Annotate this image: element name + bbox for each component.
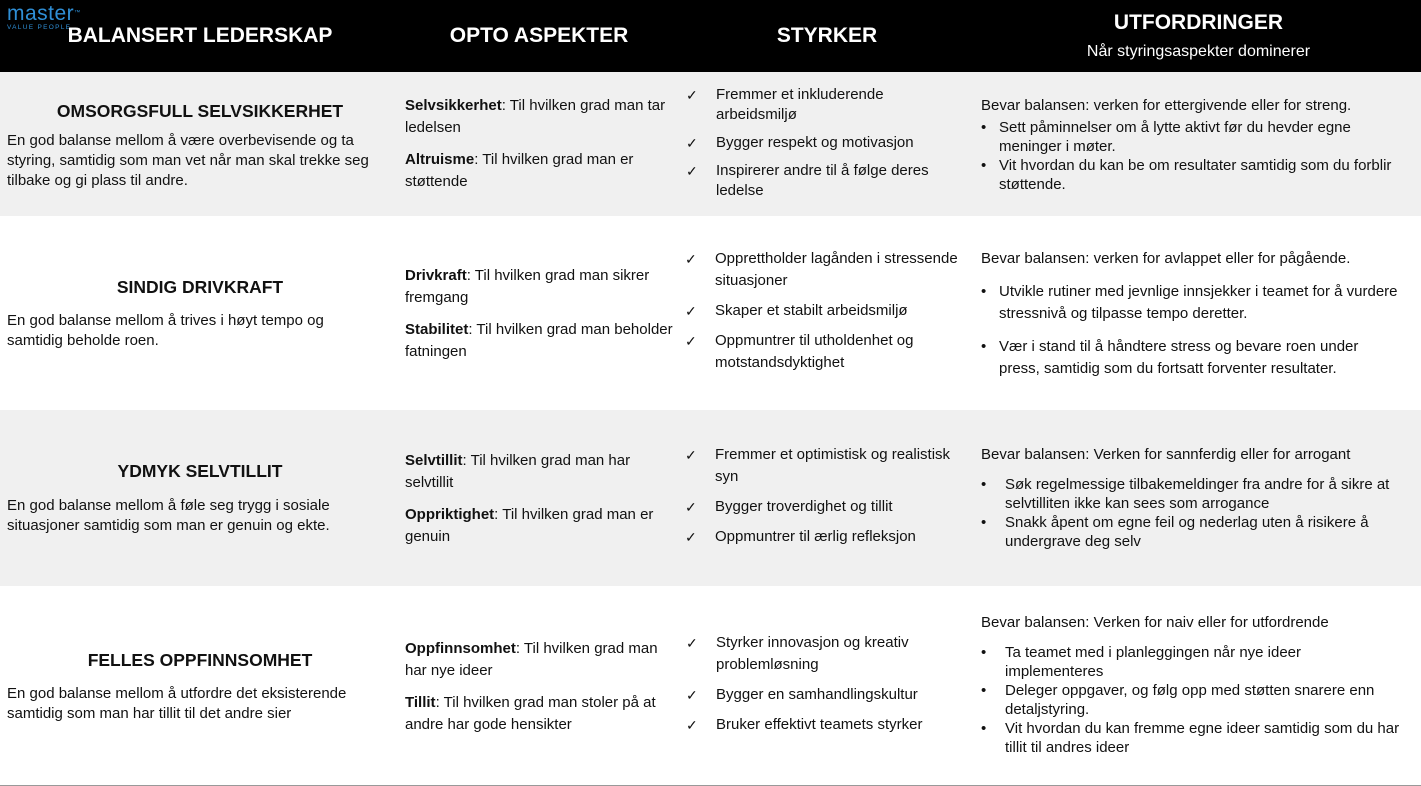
bullet-icon: • bbox=[981, 283, 987, 300]
strength-text: Fremmer et optimistisk og realistisk syn bbox=[715, 446, 951, 485]
challenge-item bbox=[981, 281, 1401, 325]
challenge-item bbox=[981, 513, 1401, 551]
strength-text: Bygger troverdighet og tillit bbox=[715, 498, 893, 515]
aspect-text: : Til hvilken grad man tar ledelsen bbox=[405, 97, 666, 136]
table-row bbox=[0, 410, 1421, 586]
strength-text: Skaper et stabilt arbeidsmiljø bbox=[715, 302, 908, 319]
strength-item bbox=[685, 330, 965, 374]
challenge-lead: Bevar balansen: verken for avlappet eller for pågående. bbox=[981, 250, 1351, 267]
bullet-icon: • bbox=[981, 338, 987, 355]
header-col4-label: UTFORDRINGER bbox=[1113, 11, 1284, 34]
header-utfordringer bbox=[976, 0, 1421, 72]
bullet-icon: • bbox=[981, 476, 987, 493]
challenge-item bbox=[981, 475, 1401, 513]
check-icon: ✓ bbox=[685, 303, 697, 319]
table-row bbox=[0, 586, 1421, 785]
strength-item bbox=[685, 526, 970, 548]
strength-text: Styrker innovasjon og kreativ problemløsning bbox=[716, 634, 909, 673]
row-title: SINDIG DRIVKRAFT bbox=[116, 277, 284, 297]
row-description: En god balanse mellom å være overbevisende og ta styring, samtidig som man vet når man skal trekke seg tilbake og gi plass til andre. bbox=[7, 132, 369, 189]
check-icon: ✓ bbox=[686, 635, 698, 651]
strength-text: Inspirerer andre til å følge deres ledelse bbox=[716, 162, 929, 199]
opto-aspects bbox=[405, 95, 675, 203]
aspect-term: Oppriktighet bbox=[405, 506, 495, 523]
strength-item bbox=[685, 300, 965, 322]
header-col1-label: BALANSERT LEDERSKAP bbox=[67, 24, 333, 47]
table-header bbox=[0, 0, 1421, 72]
check-icon: ✓ bbox=[686, 687, 698, 703]
aspect-term: Drivkraft bbox=[405, 267, 467, 284]
opto-aspects bbox=[405, 265, 675, 373]
challenge-lead: Bevar balansen: Verken for sannferdig eller for arrogant bbox=[981, 446, 1351, 463]
challenges bbox=[981, 445, 1401, 551]
bullet-icon: • bbox=[981, 157, 987, 174]
row-description: En god balanse mellom å trives i høyt tempo og samtidig beholde roen. bbox=[7, 312, 324, 349]
challenge-item bbox=[981, 156, 1406, 194]
challenge-item bbox=[981, 643, 1401, 681]
aspect-term: Tillit bbox=[405, 694, 436, 711]
logo-text: master bbox=[7, 2, 75, 25]
strengths-list bbox=[686, 85, 966, 209]
logo-tm: ™ bbox=[74, 10, 81, 16]
bullet-icon: • bbox=[981, 682, 987, 699]
strength-text: Opprettholder lagånden i stressende situasjoner bbox=[715, 250, 958, 289]
opto-aspects bbox=[405, 450, 675, 558]
strength-text: Bygger respekt og motivasjon bbox=[716, 134, 914, 151]
strength-item bbox=[685, 444, 970, 488]
aspect-term: Selvsikkerhet bbox=[405, 97, 502, 114]
strengths-list bbox=[685, 444, 970, 556]
aspect-term: Stabilitet bbox=[405, 321, 469, 338]
challenge-text: Utvikle rutiner med jevnlige innsjekker i teamet for å vurdere stressnivå og tilpasse tempo deretter. bbox=[999, 283, 1398, 322]
header-balansert bbox=[0, 0, 400, 72]
strength-item bbox=[686, 133, 966, 153]
challenges bbox=[981, 249, 1401, 380]
aspect-text: : Til hvilken grad man stoler på at andre har gode hensikter bbox=[405, 694, 656, 733]
aspect-text: : Til hvilken grad man har selvtillit bbox=[405, 452, 631, 491]
row-title: OMSORGSFULL SELVSIKKERHET bbox=[56, 101, 344, 121]
bullet-icon: • bbox=[981, 720, 987, 737]
strength-text: Bygger en samhandlingskultur bbox=[716, 686, 918, 703]
strength-item bbox=[685, 496, 970, 518]
aspect-text: : Til hvilken grad man er støttende bbox=[405, 151, 634, 190]
aspect-term: Altruisme bbox=[405, 151, 475, 168]
challenge-lead: Bevar balansen: Verken for naiv eller for utfordrende bbox=[981, 614, 1329, 631]
challenges bbox=[981, 96, 1406, 194]
row-description: En god balanse mellom å utfordre det eksisterende samtidig som man har tillit til det andre sier bbox=[7, 685, 347, 722]
table-row bbox=[0, 72, 1421, 216]
strength-text: Oppmuntrer til ærlig refleksjon bbox=[715, 528, 916, 545]
challenge-text: Ta teamet med i planleggingen når nye ideer implementeres bbox=[1005, 644, 1302, 680]
challenge-item bbox=[981, 336, 1401, 380]
challenge-item bbox=[981, 719, 1401, 757]
aspect-term: Selvtillit bbox=[405, 452, 463, 469]
header-col2-label: OPTO ASPEKTER bbox=[449, 24, 629, 47]
strengths-list bbox=[686, 632, 966, 744]
header-col4-subtitle: Når styringsaspekter dominerer bbox=[1086, 43, 1311, 60]
challenge-text: Sett påminnelser om å lytte aktivt før du hevder egne meninger i møter. bbox=[999, 119, 1351, 155]
check-icon: ✓ bbox=[685, 333, 697, 349]
strength-text: Fremmer et inkluderende arbeidsmiljø bbox=[716, 86, 884, 123]
strength-item bbox=[686, 684, 966, 706]
check-icon: ✓ bbox=[685, 251, 697, 267]
check-icon: ✓ bbox=[685, 499, 697, 515]
aspect-text: : Til hvilken grad man har nye ideer bbox=[405, 640, 658, 679]
aspect-text: : Til hvilken grad man er genuin bbox=[405, 506, 654, 545]
bullet-icon: • bbox=[981, 644, 987, 661]
logo-subtitle: VALUE PEOPLE bbox=[7, 24, 72, 31]
challenge-text: Vit hvordan du kan fremme egne ideer samtidig som du har tillit til andres ideer bbox=[1005, 720, 1400, 756]
challenge-text: Snakk åpent om egne feil og nederlag uten å risikere å undergrave deg selv bbox=[1005, 514, 1369, 550]
check-icon: ✓ bbox=[686, 87, 698, 103]
strength-item bbox=[686, 85, 966, 125]
table-row bbox=[0, 216, 1421, 410]
strength-text: Oppmuntrer til utholdenhet og motstandsdyktighet bbox=[715, 332, 914, 371]
challenge-text: Vær i stand til å håndtere stress og bevare roen under press, samtidig som du fortsatt forventer resultater. bbox=[999, 338, 1359, 377]
aspect-term: Oppfinnsomhet bbox=[405, 640, 516, 657]
row-description: En god balanse mellom å føle seg trygg i sosiale situasjoner samtidig som man er genuin og ekte. bbox=[7, 497, 330, 534]
bullet-icon: • bbox=[981, 514, 987, 531]
strength-item bbox=[686, 632, 966, 676]
challenges bbox=[981, 613, 1401, 757]
strengths-list bbox=[685, 248, 965, 382]
strength-text: Bruker effektivt teamets styrker bbox=[716, 716, 923, 733]
check-icon: ✓ bbox=[686, 717, 698, 733]
opto-aspects bbox=[405, 638, 675, 746]
row-title: YDMYK SELVTILLIT bbox=[117, 461, 283, 481]
challenge-text: Vit hvordan du kan be om resultater samtidig som du forblir støttende. bbox=[999, 157, 1392, 193]
header-opto bbox=[400, 0, 678, 72]
header-col3-label: STYRKER bbox=[776, 24, 878, 47]
check-icon: ✓ bbox=[685, 529, 697, 545]
check-icon: ✓ bbox=[686, 135, 698, 151]
check-icon: ✓ bbox=[685, 447, 697, 463]
challenge-item bbox=[981, 681, 1401, 719]
header-styrker bbox=[678, 0, 976, 72]
challenge-text: Deleger oppgaver, og følg opp med støtten snarere enn detaljstyring. bbox=[1005, 682, 1375, 718]
strength-item bbox=[685, 248, 965, 292]
row-title: FELLES OPPFINNSOMHET bbox=[87, 650, 313, 670]
challenge-item bbox=[981, 118, 1406, 156]
strength-item bbox=[686, 161, 966, 201]
aspect-text: : Til hvilken grad man sikrer fremgang bbox=[405, 267, 650, 306]
challenge-text: Søk regelmessige tilbakemeldinger fra andre for å sikre at selvtilliten ikke kan sees som arrogance bbox=[1005, 476, 1390, 512]
challenge-lead: Bevar balansen: verken for ettergivende eller for streng. bbox=[981, 97, 1352, 114]
bullet-icon: • bbox=[981, 119, 987, 136]
aspect-text: : Til hvilken grad man beholder fatningen bbox=[405, 321, 673, 360]
strength-item bbox=[686, 714, 966, 736]
check-icon: ✓ bbox=[686, 163, 698, 179]
